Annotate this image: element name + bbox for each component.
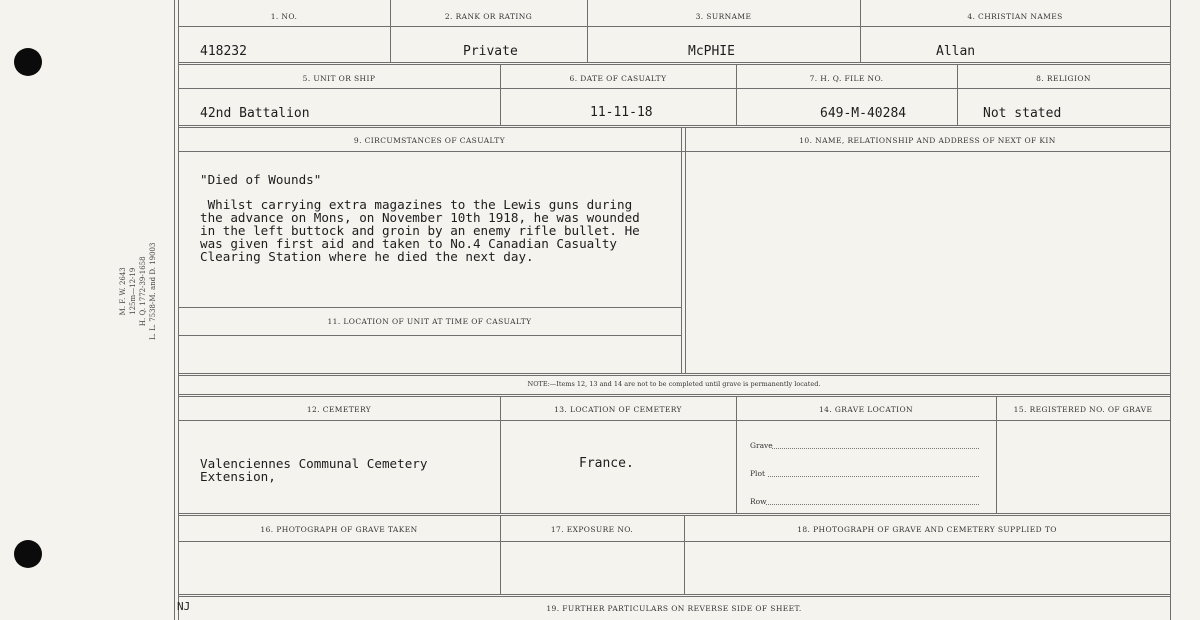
religion-value: Not stated [983, 106, 1062, 121]
initials: NJ [177, 600, 191, 613]
row-dotline [766, 504, 979, 505]
header-location-of-cemetery: 13. LOCATION OF CEMETERY [554, 405, 682, 414]
circumstances-line: the advance on Mons, on November 10th 1918, he was wounded [200, 210, 640, 225]
header-circumstances: 9. CIRCUMSTANCES OF CASUALTY [353, 136, 506, 145]
header-registered-no: 15. REGISTERED NO. OF GRAVE [1013, 405, 1153, 414]
row-label: Row [750, 497, 767, 506]
left-border [174, 0, 175, 620]
imprint-line: H. Q. 1772-39-1658 [139, 256, 147, 327]
header-rank: 2. RANK OR RATING [444, 12, 533, 21]
header-religion: 8. RELIGION [1036, 74, 1091, 83]
header-photograph-taken: 16. PHOTOGRAPH OF GRAVE TAKEN [260, 525, 418, 534]
divider [736, 397, 737, 513]
imprint-line: M. F. W. 2643 [119, 267, 127, 316]
right-border [1170, 0, 1171, 620]
header-no: 1. NO. [270, 12, 298, 21]
service-number: 418232 [200, 44, 247, 59]
rule [178, 420, 1170, 421]
header-exposure-no: 17. EXPOSURE NO. [550, 525, 634, 534]
header-photograph-supplied: 18. PHOTOGRAPH OF GRAVE AND CEMETERY SUPPLIED TO [797, 525, 1057, 534]
rule [178, 26, 1170, 27]
rank-value: Private [463, 44, 518, 59]
grave-dotline [772, 448, 979, 449]
header-unit: 5. UNIT OR SHIP [302, 74, 376, 83]
circumstances-line: Whilst carrying extra magazines to the Lewis guns during [200, 197, 633, 212]
note-text: NOTE:—Items 12, 13 and 14 are not to be completed until grave is permanently located. [527, 380, 821, 388]
header-date: 6. DATE OF CASUALTY [569, 74, 667, 83]
header-file-no: 7. H. Q. FILE NO. [809, 74, 884, 83]
rule [178, 125, 1170, 128]
cemetery-line: Valenciennes Communal Cemetery [200, 456, 428, 471]
divider [860, 0, 861, 62]
header-surname: 3. SURNAME [695, 12, 752, 21]
rule [178, 62, 1170, 65]
header-next-of-kin: 10. NAME, RELATIONSHIP AND ADDRESS OF NEXT OF KIN [799, 136, 1056, 145]
printer-imprint [118, 243, 158, 340]
punch-hole-top [14, 48, 42, 76]
christian-names-value: Allan [936, 44, 976, 59]
rule [178, 307, 681, 308]
plot-label: Plot [750, 469, 765, 478]
circumstances-line: was given first aid and taken to No.4 Canadian Casualty [200, 236, 618, 251]
rule [178, 151, 1170, 152]
rule [178, 541, 1170, 542]
header-cemetery: 12. CEMETERY [306, 405, 372, 414]
date-value: 11-11-18 [590, 105, 653, 120]
rule [178, 594, 1170, 597]
imprint-line: L. L. 7538-M. and D. 19003 [149, 242, 157, 340]
grave-label: Grave [750, 441, 773, 450]
divider [685, 128, 686, 373]
header-location-of-unit: 11. LOCATION OF UNIT AT TIME OF CASUALTY [327, 317, 532, 326]
rule [178, 394, 1170, 397]
imprint-line: 125m—12-19 [129, 267, 137, 315]
divider [390, 0, 391, 62]
divider [681, 128, 682, 373]
rule [178, 88, 1170, 89]
rule [178, 335, 681, 336]
cemetery-location-value: France. [579, 456, 634, 471]
surname-value: McPHIE [688, 44, 735, 59]
rule [178, 513, 1170, 516]
circumstances-title: "Died of Wounds" [200, 172, 322, 187]
cemetery-line: Extension, [200, 469, 276, 484]
divider [500, 397, 501, 513]
divider [587, 0, 588, 62]
circumstances-text [200, 198, 640, 263]
rule [178, 373, 1170, 376]
punch-hole-bottom [14, 540, 42, 568]
header-grave-location: 14. GRAVE LOCATION [818, 405, 914, 414]
unit-value: 42nd Battalion [200, 106, 310, 121]
circumstances-line: in the left buttock and groin by an enemy rifle bullet. He [200, 223, 640, 238]
divider [996, 397, 997, 513]
file-no-value: 649-M-40284 [820, 106, 907, 121]
further-particulars: 19. FURTHER PARTICULARS ON REVERSE SIDE OF SHEET. [546, 604, 802, 613]
plot-dotline [768, 476, 979, 477]
header-christian-names: 4. CHRISTIAN NAMES [967, 12, 1063, 21]
circumstances-line: Clearing Station where he died the next day. [200, 249, 534, 264]
